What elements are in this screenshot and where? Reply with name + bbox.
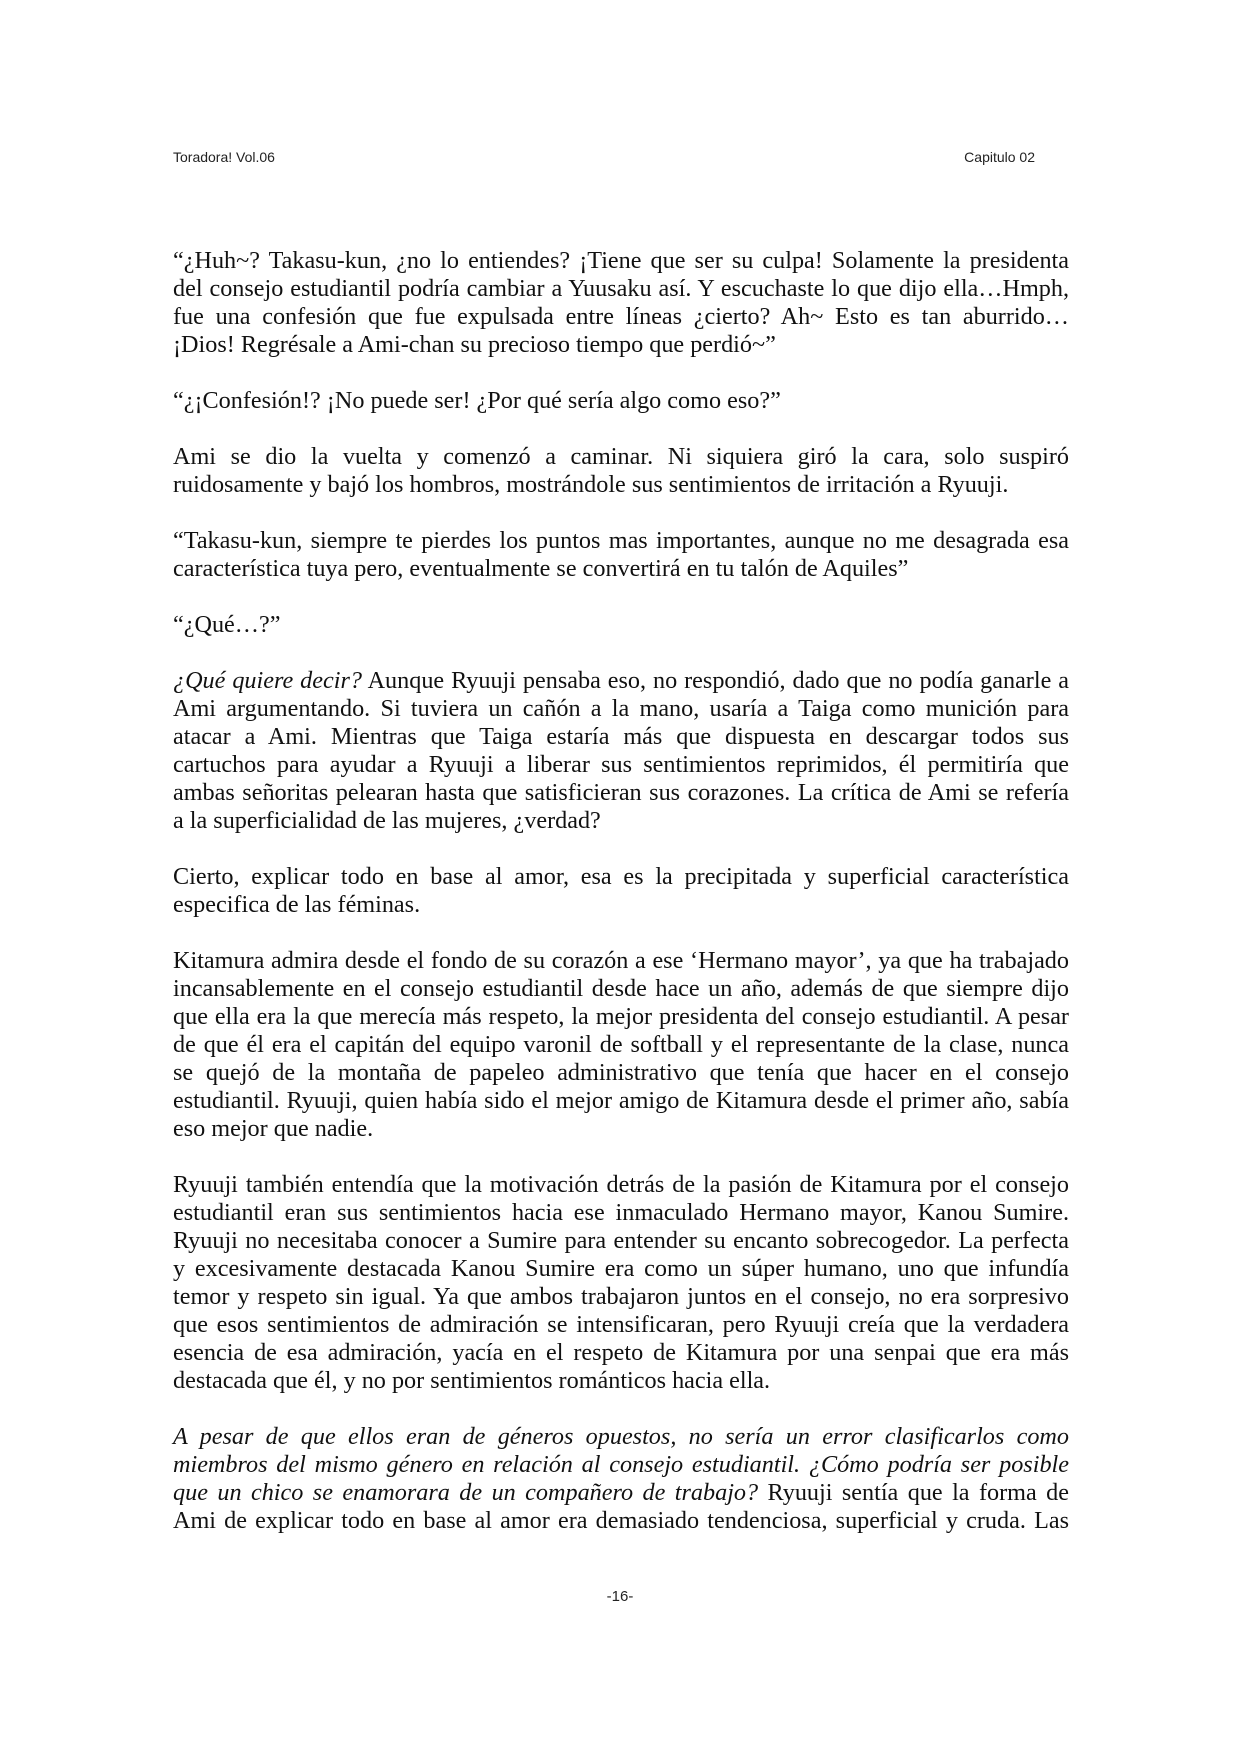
text-line: Ami se dio la vuelta y comenzó a caminar. Ni siquiera giró la cara, solo suspiró (173, 443, 1069, 470)
paragraph (173, 863, 1069, 919)
text-line: “¿Qué…?” (173, 611, 281, 638)
text-line: atacar a Ami. Mientras que Taiga estaría más que dispuesta en descargar todos sus (173, 723, 1069, 750)
paragraph (173, 527, 1069, 583)
paragraph (173, 667, 1069, 835)
text-line: y excesivamente destacada Kanou Sumire era como un súper humano, uno que infundía (173, 1255, 1069, 1282)
text-line (173, 1451, 1069, 1479)
text-line: incansablemente en el consejo estudiantil desde hace un año, además de que siempre dijo (173, 975, 1069, 1002)
paragraph (173, 947, 1069, 1143)
text-line: temor y respeto sin igual. Ya que ambos trabajaron juntos en el consejo, no era sorpresivo (173, 1283, 1069, 1310)
text-line: destacada que él, y no por sentimientos románticos hacia ella. (173, 1367, 771, 1394)
text-segment: Aunque Ryuuji pensaba eso, no respondió, dado que no podía ganarle a (361, 667, 1069, 694)
paragraph (173, 1423, 1069, 1535)
text-line: ¡Dios! Regrésale a Ami-chan su precioso tiempo que perdió~” (173, 331, 776, 358)
text-line: de que él era el capitán del equipo varonil de softball y el representante de la clase, nunca (173, 1031, 1069, 1058)
paragraph (173, 611, 1069, 639)
text-line (173, 667, 1069, 695)
body-text (173, 247, 1069, 1563)
text-line: Cierto, explicar todo en base al amor, esa es la precipitada y superficial característica (173, 863, 1069, 890)
text-line: ruidosamente y bajó los hombros, mostrándole sus sentimientos de irritación a Ryuuji. (173, 471, 1009, 498)
paragraph (173, 443, 1069, 499)
text-line: Ami argumentando. Si tuviera un cañón a la mano, usaría a Taiga como munición para (173, 695, 1069, 722)
text-line: “¿Huh~? Takasu-kun, ¿no lo entiendes? ¡Tiene que ser su culpa! Solamente la presidenta (173, 247, 1069, 274)
text-line: estudiantil. Ryuuji, quien había sido el mejor amigo de Kitamura desde el primer año, sabía (173, 1087, 1069, 1114)
text-line: “¿¡Confesión!? ¡No puede ser! ¿Por qué sería algo como eso?” (173, 387, 781, 414)
text-line: Kitamura admira desde el fondo de su corazón a ese ‘Hermano mayor’, ya que ha trabajado (173, 947, 1069, 974)
running-head-title: Toradora! Vol.06 (173, 149, 275, 165)
text-line: que esos sentimientos de admiración se intensificaran, pero Ryuuji creía que la verdadera (173, 1311, 1069, 1338)
italic-text: A pesar de que ellos eran de géneros opuestos, no sería un error clasificarlos como (173, 1423, 1069, 1450)
text-line: eso mejor que nadie. (173, 1115, 374, 1142)
paragraph (173, 387, 1069, 415)
text-line: “Takasu-kun, siempre te pierdes los puntos mas importantes, aunque no me desagrada esa (173, 527, 1069, 554)
text-line: estudiantil eran sus sentimientos hacia ese inmaculado Hermano mayor, Kanou Sumire. (173, 1199, 1069, 1226)
text-segment: Ryuuji sentía que la forma de (758, 1479, 1069, 1506)
text-line: especifica de las féminas. (173, 891, 421, 918)
paragraph (173, 247, 1069, 359)
text-line: Ryuuji no necesitaba conocer a Sumire para entender su encanto sobrecogedor. La perfecta (173, 1227, 1069, 1254)
text-line: que ella era la que merecía más respeto, la mejor presidenta del consejo estudiantil. A pesar (173, 1003, 1069, 1030)
text-line (173, 1479, 1069, 1507)
italic-text: que un chico se enamorara de un compañero de trabajo? (173, 1479, 759, 1506)
text-line: del consejo estudiantil podría cambiar a Yuusaku así. Y escuchaste lo que dijo ella…Hmph, (173, 275, 1069, 302)
text-line (173, 1423, 1069, 1451)
text-line: Ami de explicar todo en base al amor era demasiado tendenciosa, superficial y cruda. Las (173, 1507, 1069, 1534)
text-line: cartuchos para ayudar a Ryuuji a liberar sus sentimientos reprimidos, él permitiría que (173, 751, 1069, 778)
text-line: a la superficialidad de las mujeres, ¿verdad? (173, 807, 601, 834)
text-line: característica tuya pero, eventualmente se convertirá en tu talón de Aquiles” (173, 555, 909, 582)
italic-text: ¿Qué quiere decir? (173, 667, 362, 694)
text-line: se quejó de la montaña de papeleo administrativo que tenía que hacer en el consejo (173, 1059, 1069, 1086)
paragraph (173, 1171, 1069, 1395)
running-head-chapter: Capitulo 02 (964, 149, 1035, 165)
page-number: -16- (606, 1588, 634, 1605)
text-line: ambas señoritas pelearan hasta que satisficieran sus corazones. La crítica de Ami se refería (173, 779, 1069, 806)
text-line: esencia de esa admiración, yacía en el respeto de Kitamura por una senpai que era más (173, 1339, 1069, 1366)
text-line: Ryuuji también entendía que la motivación detrás de la pasión de Kitamura por el consejo (173, 1171, 1069, 1198)
italic-text: miembros del mismo género en relación al consejo estudiantil. ¿Cómo podría ser posible (173, 1451, 1069, 1478)
text-line: fue una confesión que fue expulsada entre líneas ¿cierto? Ah~ Esto es tan aburrido… (173, 303, 1069, 330)
